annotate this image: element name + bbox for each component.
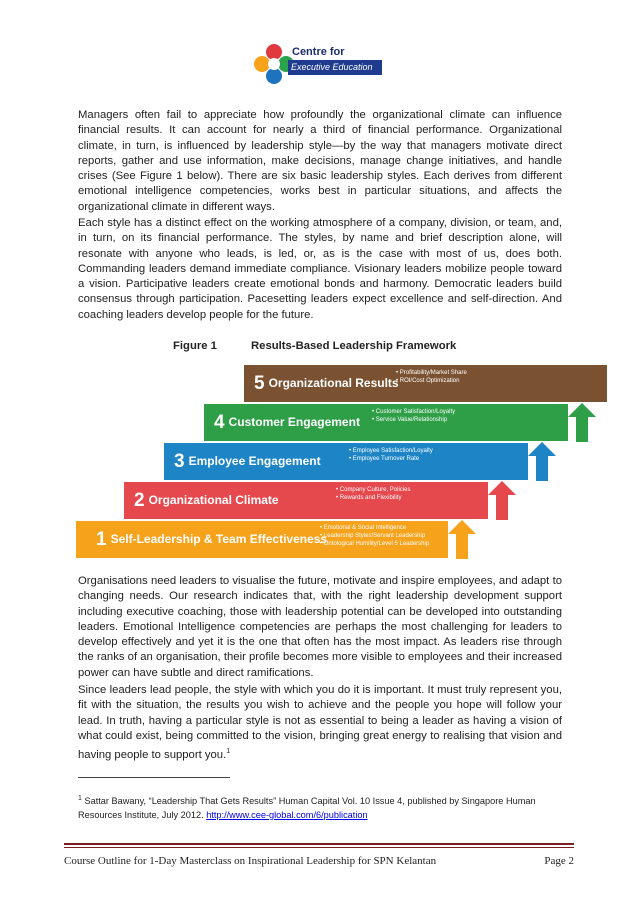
footnote-rule	[78, 777, 230, 778]
paragraph-3: Organisations need leaders to visualise the future, motivate and inspire employees, and adapt to changing needs. Our research indicates that, with the right leadership development support including executive coaching, those with leadership potential can be developed into outstanding leaders. Emotional Intelligence competencies are perhaps the most challenging for leaders to develop effectively and yet it is the one that often has the most impact. As leaders rise through the ranks of an organisation, their profile becomes more visible to employees and their increased power can have subtle and direct ramifications.	[78, 575, 562, 679]
level-1-up-arrow-icon	[448, 520, 476, 559]
level-4-bar	[204, 404, 568, 441]
figure-title: Results-Based Leadership Framework	[251, 340, 457, 352]
page-number: Page 2	[544, 855, 574, 867]
paragraph-1: Managers often fail to appreciate how profoundly the organizational climate can influence financial results. It can account for nearly a third of financial performance. Organizational climate, in turn, is influenced by leadership style—by the way that managers motivate direct reports, gather and use information, make decisions, manage change initiatives, and handle crises (See Figure 1 below). There are six basic leadership styles. Each derives from different emotional intelligence competencies, works best in particular situations, and affects the organizational climate in different ways.	[78, 109, 562, 213]
level-3-up-arrow-icon	[528, 442, 556, 481]
level-2-up-arrow-icon	[488, 481, 516, 520]
level-3-bullets: • Employee Satisfaction/Loyalty • Employee Turnover Rate	[349, 448, 433, 462]
logo-line2: Executive Education	[288, 60, 382, 75]
level-1-bullets: • Emotional & Social Intelligence • Leadership Styles/Servant Leadership • Ontological Humility/Level 5 Leadership	[320, 525, 430, 547]
footnote-ref: 1	[226, 748, 231, 756]
footer-course-title: Course Outline for 1-Day Masterclass on Inspirational Leadership for SPN Kelantan	[64, 855, 437, 867]
level-3-bar	[164, 443, 528, 480]
level-5-title: 5 Organizational Results	[254, 373, 399, 394]
level-5-bar	[244, 365, 607, 402]
level-1-bar	[76, 521, 448, 558]
footer-rule-thin	[64, 847, 574, 848]
paragraph-2: Each style has a distinct effect on the working atmosphere of a company, division, or team, and, in turn, on its financial performance. The styles, by name and brief description alone, will resonate with anyone who leads, is led, or, as is the case with most of us, does both. Commanding leaders demand immediate compliance. Visionary leaders mobilize people toward a vision. Participative leaders create emotional bonds and harmony. Democratic leaders build consensus through participation. Pacesetting leaders expect excellence and self-direction. And coaching leaders develop people for the future.	[78, 217, 562, 321]
footer-rule	[64, 843, 574, 845]
leadership-framework-figure	[76, 363, 608, 563]
level-4-up-arrow-icon	[568, 403, 596, 442]
page-footer	[64, 855, 574, 867]
level-3-title: 3 Employee Engagement	[174, 451, 321, 472]
level-5-bullets: • Profitability/Market Share • ROI/Cost Optimization	[396, 370, 467, 384]
footnote-marker: 1	[78, 795, 82, 802]
footnote	[78, 792, 568, 822]
footnote-link[interactable]: http://www.cee-global.com/6/publication	[206, 810, 368, 821]
level-4-title: 4 Customer Engagement	[214, 412, 360, 433]
footnote-text: Sattar Bawany, “Leadership That Gets Results” Human Capital Vol. 10 Issue 4, published by Singapore Human Resources Institute, July 2012.	[78, 796, 536, 821]
paragraph-4: Since leaders lead people, the style with which you do it is important. It must truly represent you, fit with the situation, the results you wish to achieve and the people you hope will follow your lead. In truth, having a particular style is not as essential to being a leader as having a vision of what could exist, being committed to the vision, bringing great energy to realising that vision and having people to support you.$^1$	[78, 684, 562, 761]
level-2-bar	[124, 482, 488, 519]
logo-line1: Centre for	[292, 46, 345, 58]
level-1-title: 1 Self-Leadership & Team Effectiveness	[96, 529, 328, 550]
level-2-title: 2 Organizational Climate	[134, 490, 279, 511]
level-2-bullets: • Company Culture, Policies • Rewards and Flexibility	[336, 487, 411, 501]
level-4-bullets: • Customer Satisfaction/Loyalty • Service Value/Relationship	[372, 409, 456, 423]
figure-label: Figure 1	[173, 340, 217, 352]
